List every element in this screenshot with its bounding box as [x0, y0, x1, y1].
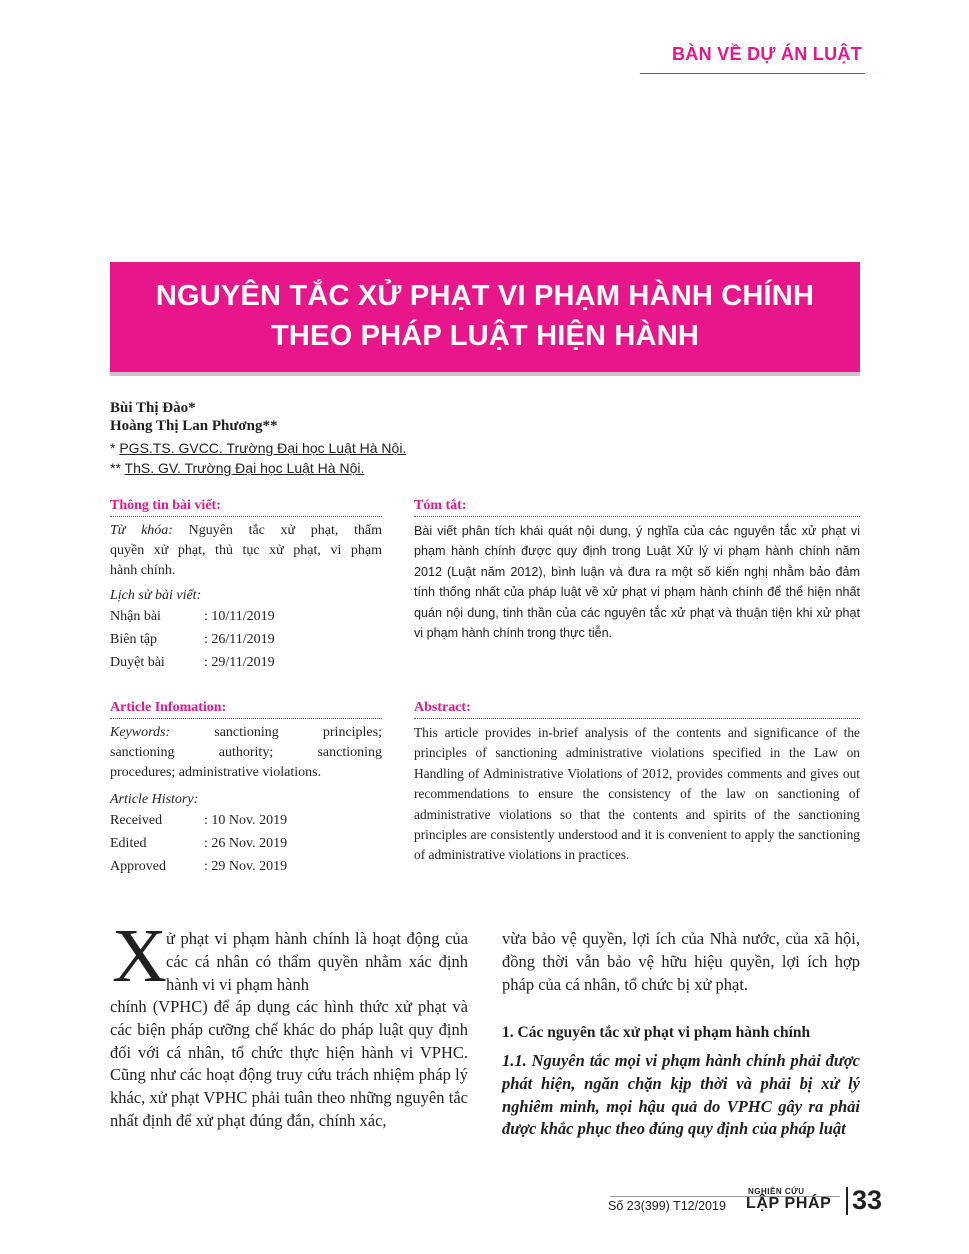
- section-heading: 1. Các nguyên tắc xử phạt vi phạm hành chính: [502, 1024, 811, 1041]
- vn-history-row: [110, 609, 382, 625]
- en-history-label: Article History:: [110, 792, 199, 807]
- vn-keywords-line-3: hành chính.: [110, 563, 176, 578]
- footer-journal-name: LẬP PHÁP: [746, 1195, 832, 1212]
- en-keywords-line-2: sanctioning authority; sanctioning: [110, 745, 382, 760]
- affiliation-text: ThS. GV. Trường Đại học Luật Hà Nội.: [124, 460, 365, 476]
- vn-history-value: : 26/11/2019: [204, 632, 275, 647]
- vn-keywords-line-2: quyền xử phạt, thủ tục xử phạt, vi phạm: [110, 543, 382, 558]
- en-history-key: Edited: [110, 836, 147, 851]
- en-info-rule: [110, 718, 382, 719]
- vn-keywords-label: Từ khóa:: [110, 523, 173, 538]
- vn-history-key: Nhận bài: [110, 609, 161, 624]
- body-col1-text: chính (VPHC) để áp dụng các hình thức xử phạt và các biện pháp cưỡng chế khác do pháp luật quy định đối với cá nhân, tổ chức thực hiện hành vi VPHC. Cũng như các hoạt động truy cứu trách nhiệm pháp lý khác, xử phạt VPHC phải tuân theo những nguyên tắc nhất định để xử phạt đúng đắn, chính xác,: [110, 997, 468, 1130]
- en-abstract-text: This article provides in-brief analysis of the contents and significance of the principles of sanctioning administrative violations specified in the Law on Handling of Administrative Violations of 2012, provides comments and gives out recommendations to ensure the consistency of the law on sanctioning of administrative violations so that the contents and spirits of the sanctioning principles are consistently understood and it is convenient to apply the sanctioning of administrative violations in practices.: [414, 725, 860, 863]
- en-keywords: [110, 723, 382, 783]
- vn-info-heading: Thông tin bài viết:: [110, 498, 221, 513]
- article-title-line-2: THEO PHÁP LUẬT HIỆN HÀNH: [270, 320, 699, 352]
- en-history-key: Approved: [110, 859, 166, 874]
- vn-keywords: [110, 521, 382, 581]
- en-history-value: : 10 Nov. 2019: [204, 813, 288, 828]
- en-history-value: : 29 Nov. 2019: [204, 859, 288, 874]
- author-1-affiliation: [110, 440, 406, 456]
- vn-history-value: : 10/11/2019: [204, 609, 275, 624]
- en-keywords-line-3: procedures; administrative violations.: [110, 765, 322, 780]
- vn-info-rule: [110, 516, 382, 517]
- author-1-name: Bùi Thị Đào*: [110, 400, 196, 416]
- vn-history-key: Duyệt bài: [110, 655, 165, 670]
- vn-history-key: Biên tập: [110, 632, 158, 647]
- en-history-value: : 26 Nov. 2019: [204, 836, 288, 851]
- article-title-line-1: NGUYÊN TẮC XỬ PHẠT VI PHẠM HÀNH CHÍNH: [155, 280, 815, 312]
- en-history-row: [110, 836, 382, 852]
- author-2-name: Hoàng Thị Lan Phương**: [110, 418, 278, 434]
- sub-heading: 1.1. Nguyên tắc mọi vi phạm hành chính phải được phát hiện, ngăn chặn kịp thời và phải bị xử lý nghiêm minh, mọi hậu quả do VPHC gây ra phải được khắc phục theo đúng quy định của pháp luật: [502, 1051, 860, 1139]
- section-tag-rule: [640, 73, 865, 74]
- en-keywords-label: Keywords:: [110, 725, 171, 740]
- en-keywords-text-1: sanctioning principles;: [214, 725, 382, 740]
- affiliation-text: PGS.TS. GVCC. Trường Đại học Luật Hà Nội.: [119, 440, 407, 456]
- body-col1-lead: ử phạt vi phạm hành chính là hoạt động của các cá nhân có thẩm quyền nhằm xác định hành vi vi phạm hành: [166, 929, 468, 994]
- en-abstract-heading: Abstract:: [414, 700, 471, 715]
- affiliation-mark: **: [110, 460, 125, 476]
- footer-journal-top: NGHIÊN CỨU: [748, 1187, 805, 1196]
- en-history-key: Received: [110, 813, 163, 828]
- body-col2-text: vừa bảo vệ quyền, lợi ích của Nhà nước, của xã hội, đồng thời vẫn bảo vệ hữu hiệu quyền, lợi ích hợp pháp của cá nhân, tổ chức bị xử phạt.: [502, 929, 860, 994]
- vn-abstract-heading: Tóm tắt:: [414, 498, 467, 513]
- vn-history-row: [110, 632, 382, 648]
- vn-keywords-text-1: Nguyên tắc xử phạt, thẩm: [188, 523, 383, 538]
- en-history-row: [110, 859, 382, 875]
- author-2-affiliation: [110, 460, 364, 476]
- en-info-heading: Article Infomation:: [110, 700, 227, 715]
- drop-cap: X: [112, 914, 167, 998]
- title-banner: [110, 262, 860, 372]
- page-number: 33: [852, 1185, 883, 1215]
- en-history-row: [110, 813, 382, 829]
- en-abstract-rule: [414, 718, 860, 719]
- vn-history-row: [110, 655, 382, 671]
- en-keywords-line-1: [110, 723, 382, 743]
- vn-keywords-line-1: [110, 521, 382, 541]
- section-tag: BÀN VỀ DỰ ÁN LUẬT: [671, 44, 862, 64]
- vn-history-label: Lịch sử bài viết:: [110, 588, 202, 603]
- vn-abstract-rule: [414, 516, 860, 517]
- affiliation-mark: *: [110, 440, 120, 456]
- vn-abstract-text: Bài viết phân tích khái quát nội dung, ý nghĩa của các nguyên tắc xử phạt vi phạm hành chính được quy định trong Luật Xử lý vi phạm hành chính năm 2012 (Luật năm 2012), bình luận và đưa ra một số kiến nghị nhằm bảo đảm tính thống nhất của pháp luật về xử phạt vi phạm hành chính để thể hiện nhất quán nội dung, tinh thần của các nguyên tắc xử phạt và thuận tiện khi xử phạt vi phạm hành chính trong thực tiễn.: [414, 524, 860, 641]
- footer-divider: [846, 1187, 848, 1215]
- footer-issue: Số 23(399) T12/2019: [608, 1199, 726, 1213]
- vn-history-value: : 29/11/2019: [204, 655, 275, 670]
